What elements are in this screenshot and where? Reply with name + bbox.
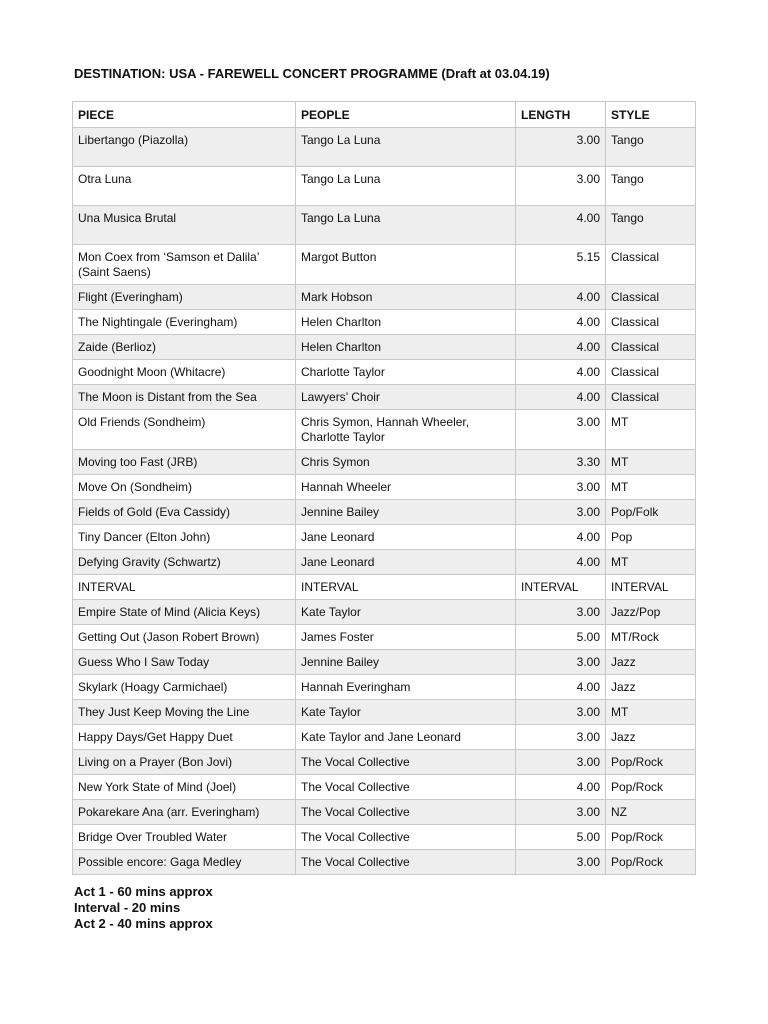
- note-act-1: Act 1 - 60 mins approx: [74, 884, 213, 899]
- cell-piece: Fields of Gold (Eva Cassidy): [73, 500, 296, 525]
- table-row: [73, 310, 696, 335]
- cell-length: 3.30: [516, 450, 606, 475]
- cell-style: Jazz: [606, 650, 696, 675]
- cell-style: MT: [606, 550, 696, 575]
- table-row: [73, 775, 696, 800]
- cell-style: Classical: [606, 245, 696, 285]
- cell-style: Pop: [606, 525, 696, 550]
- cell-piece: Goodnight Moon (Whitacre): [73, 360, 296, 385]
- cell-style: INTERVAL: [606, 575, 696, 600]
- cell-piece: Empire State of Mind (Alicia Keys): [73, 600, 296, 625]
- cell-people: Kate Taylor: [296, 600, 516, 625]
- cell-people: Helen Charlton: [296, 310, 516, 335]
- cell-style: Tango: [606, 167, 696, 206]
- cell-style: Pop/Folk: [606, 500, 696, 525]
- cell-people: Tango La Luna: [296, 128, 516, 167]
- cell-style: Classical: [606, 310, 696, 335]
- cell-style: Jazz: [606, 725, 696, 750]
- cell-people: Mark Hobson: [296, 285, 516, 310]
- table-row: [73, 450, 696, 475]
- cell-people: Chris Symon, Hannah Wheeler, Charlotte Taylor: [296, 410, 516, 450]
- table-row: [73, 385, 696, 410]
- cell-style: Pop/Rock: [606, 775, 696, 800]
- cell-piece: Defying Gravity (Schwartz): [73, 550, 296, 575]
- cell-piece: New York State of Mind (Joel): [73, 775, 296, 800]
- cell-style: MT/Rock: [606, 625, 696, 650]
- cell-people: Tango La Luna: [296, 167, 516, 206]
- cell-piece: Old Friends (Sondheim): [73, 410, 296, 450]
- cell-length: 3.00: [516, 600, 606, 625]
- table-row: [73, 600, 696, 625]
- interval-row: [73, 575, 696, 600]
- table-row: [73, 335, 696, 360]
- cell-style: Jazz: [606, 675, 696, 700]
- cell-piece: Move On (Sondheim): [73, 475, 296, 500]
- cell-piece: Skylark (Hoagy Carmichael): [73, 675, 296, 700]
- document-title: DESTINATION: USA - FAREWELL CONCERT PROGRAMME (Draft at 03.04.19): [74, 66, 550, 81]
- cell-people: The Vocal Collective: [296, 750, 516, 775]
- table-row: [73, 825, 696, 850]
- cell-piece: Tiny Dancer (Elton John): [73, 525, 296, 550]
- cell-piece: Una Musica Brutal: [73, 206, 296, 245]
- cell-length: 4.00: [516, 360, 606, 385]
- cell-length: 5.15: [516, 245, 606, 285]
- cell-piece: Getting Out (Jason Robert Brown): [73, 625, 296, 650]
- table-row: [73, 750, 696, 775]
- cell-length: 4.00: [516, 285, 606, 310]
- cell-length: 4.00: [516, 385, 606, 410]
- table-header-row: [73, 102, 696, 128]
- table-row: [73, 625, 696, 650]
- cell-people: INTERVAL: [296, 575, 516, 600]
- cell-people: Hannah Everingham: [296, 675, 516, 700]
- cell-style: MT: [606, 700, 696, 725]
- cell-people: Tango La Luna: [296, 206, 516, 245]
- cell-piece: Guess Who I Saw Today: [73, 650, 296, 675]
- cell-length: 3.00: [516, 410, 606, 450]
- cell-style: Pop/Rock: [606, 850, 696, 875]
- cell-length: 3.00: [516, 500, 606, 525]
- cell-piece: Zaide (Berlioz): [73, 335, 296, 360]
- cell-style: Pop/Rock: [606, 750, 696, 775]
- timing-notes: [74, 884, 213, 932]
- cell-style: Tango: [606, 206, 696, 245]
- cell-style: Classical: [606, 360, 696, 385]
- cell-people: The Vocal Collective: [296, 850, 516, 875]
- cell-style: MT: [606, 410, 696, 450]
- cell-length: 3.00: [516, 800, 606, 825]
- cell-length: 3.00: [516, 650, 606, 675]
- cell-length: 3.00: [516, 167, 606, 206]
- cell-length: 4.00: [516, 525, 606, 550]
- cell-people: Lawyers’ Choir: [296, 385, 516, 410]
- cell-people: Jennine Bailey: [296, 500, 516, 525]
- table-row: [73, 128, 696, 167]
- cell-piece: Living on a Prayer (Bon Jovi): [73, 750, 296, 775]
- cell-style: Classical: [606, 335, 696, 360]
- table-row: [73, 675, 696, 700]
- cell-length: 5.00: [516, 825, 606, 850]
- cell-piece: Bridge Over Troubled Water: [73, 825, 296, 850]
- cell-people: Kate Taylor and Jane Leonard: [296, 725, 516, 750]
- cell-people: The Vocal Collective: [296, 775, 516, 800]
- cell-length: 4.00: [516, 775, 606, 800]
- table-row: [73, 285, 696, 310]
- cell-length: 3.00: [516, 850, 606, 875]
- cell-people: Hannah Wheeler: [296, 475, 516, 500]
- cell-style: Tango: [606, 128, 696, 167]
- cell-people: The Vocal Collective: [296, 825, 516, 850]
- cell-people: Jane Leonard: [296, 550, 516, 575]
- table-row: [73, 167, 696, 206]
- cell-people: Helen Charlton: [296, 335, 516, 360]
- table-row: [73, 206, 696, 245]
- cell-people: Margot Button: [296, 245, 516, 285]
- cell-piece: Otra Luna: [73, 167, 296, 206]
- table-row: [73, 525, 696, 550]
- header-style: STYLE: [606, 102, 696, 128]
- table-row: [73, 550, 696, 575]
- cell-style: Classical: [606, 385, 696, 410]
- cell-people: Jane Leonard: [296, 525, 516, 550]
- cell-style: MT: [606, 450, 696, 475]
- table-row: [73, 700, 696, 725]
- cell-length: 5.00: [516, 625, 606, 650]
- cell-style: MT: [606, 475, 696, 500]
- table-row: [73, 475, 696, 500]
- cell-length: 4.00: [516, 550, 606, 575]
- cell-length: 3.00: [516, 750, 606, 775]
- table-row: [73, 410, 696, 450]
- programme-table: [72, 101, 696, 875]
- table-row: [73, 800, 696, 825]
- cell-style: Jazz/Pop: [606, 600, 696, 625]
- cell-people: Chris Symon: [296, 450, 516, 475]
- table-row: [73, 360, 696, 385]
- header-piece: PIECE: [73, 102, 296, 128]
- cell-style: NZ: [606, 800, 696, 825]
- table-row: [73, 725, 696, 750]
- cell-piece: INTERVAL: [73, 575, 296, 600]
- note-interval: Interval - 20 mins: [74, 900, 181, 915]
- cell-piece: Happy Days/Get Happy Duet: [73, 725, 296, 750]
- cell-length: 3.00: [516, 725, 606, 750]
- cell-length: 3.00: [516, 700, 606, 725]
- header-people: PEOPLE: [296, 102, 516, 128]
- cell-people: The Vocal Collective: [296, 800, 516, 825]
- cell-people: James Foster: [296, 625, 516, 650]
- table-row: [73, 500, 696, 525]
- cell-length: 4.00: [516, 675, 606, 700]
- table-row: [73, 650, 696, 675]
- table-row: [73, 850, 696, 875]
- cell-piece: Moving too Fast (JRB): [73, 450, 296, 475]
- cell-length: 3.00: [516, 128, 606, 167]
- table-row: [73, 245, 696, 285]
- cell-people: Jennine Bailey: [296, 650, 516, 675]
- cell-style: Pop/Rock: [606, 825, 696, 850]
- cell-style: Classical: [606, 285, 696, 310]
- cell-piece: Pokarekare Ana (arr. Everingham): [73, 800, 296, 825]
- cell-length: 4.00: [516, 310, 606, 335]
- note-act-2: Act 2 - 40 mins approx: [74, 916, 213, 931]
- header-length: LENGTH: [516, 102, 606, 128]
- cell-piece: The Moon is Distant from the Sea: [73, 385, 296, 410]
- cell-piece: They Just Keep Moving the Line: [73, 700, 296, 725]
- programme-rows: [73, 128, 696, 875]
- cell-piece: Libertango (Piazolla): [73, 128, 296, 167]
- cell-piece: Flight (Everingham): [73, 285, 296, 310]
- cell-piece: Mon Coex from ‘Samson et Dalila’ (Saint Saens): [73, 245, 296, 285]
- cell-people: Kate Taylor: [296, 700, 516, 725]
- cell-length: INTERVAL: [516, 575, 606, 600]
- cell-piece: Possible encore: Gaga Medley: [73, 850, 296, 875]
- cell-people: Charlotte Taylor: [296, 360, 516, 385]
- cell-length: 4.00: [516, 206, 606, 245]
- cell-length: 4.00: [516, 335, 606, 360]
- cell-length: 3.00: [516, 475, 606, 500]
- cell-piece: The Nightingale (Everingham): [73, 310, 296, 335]
